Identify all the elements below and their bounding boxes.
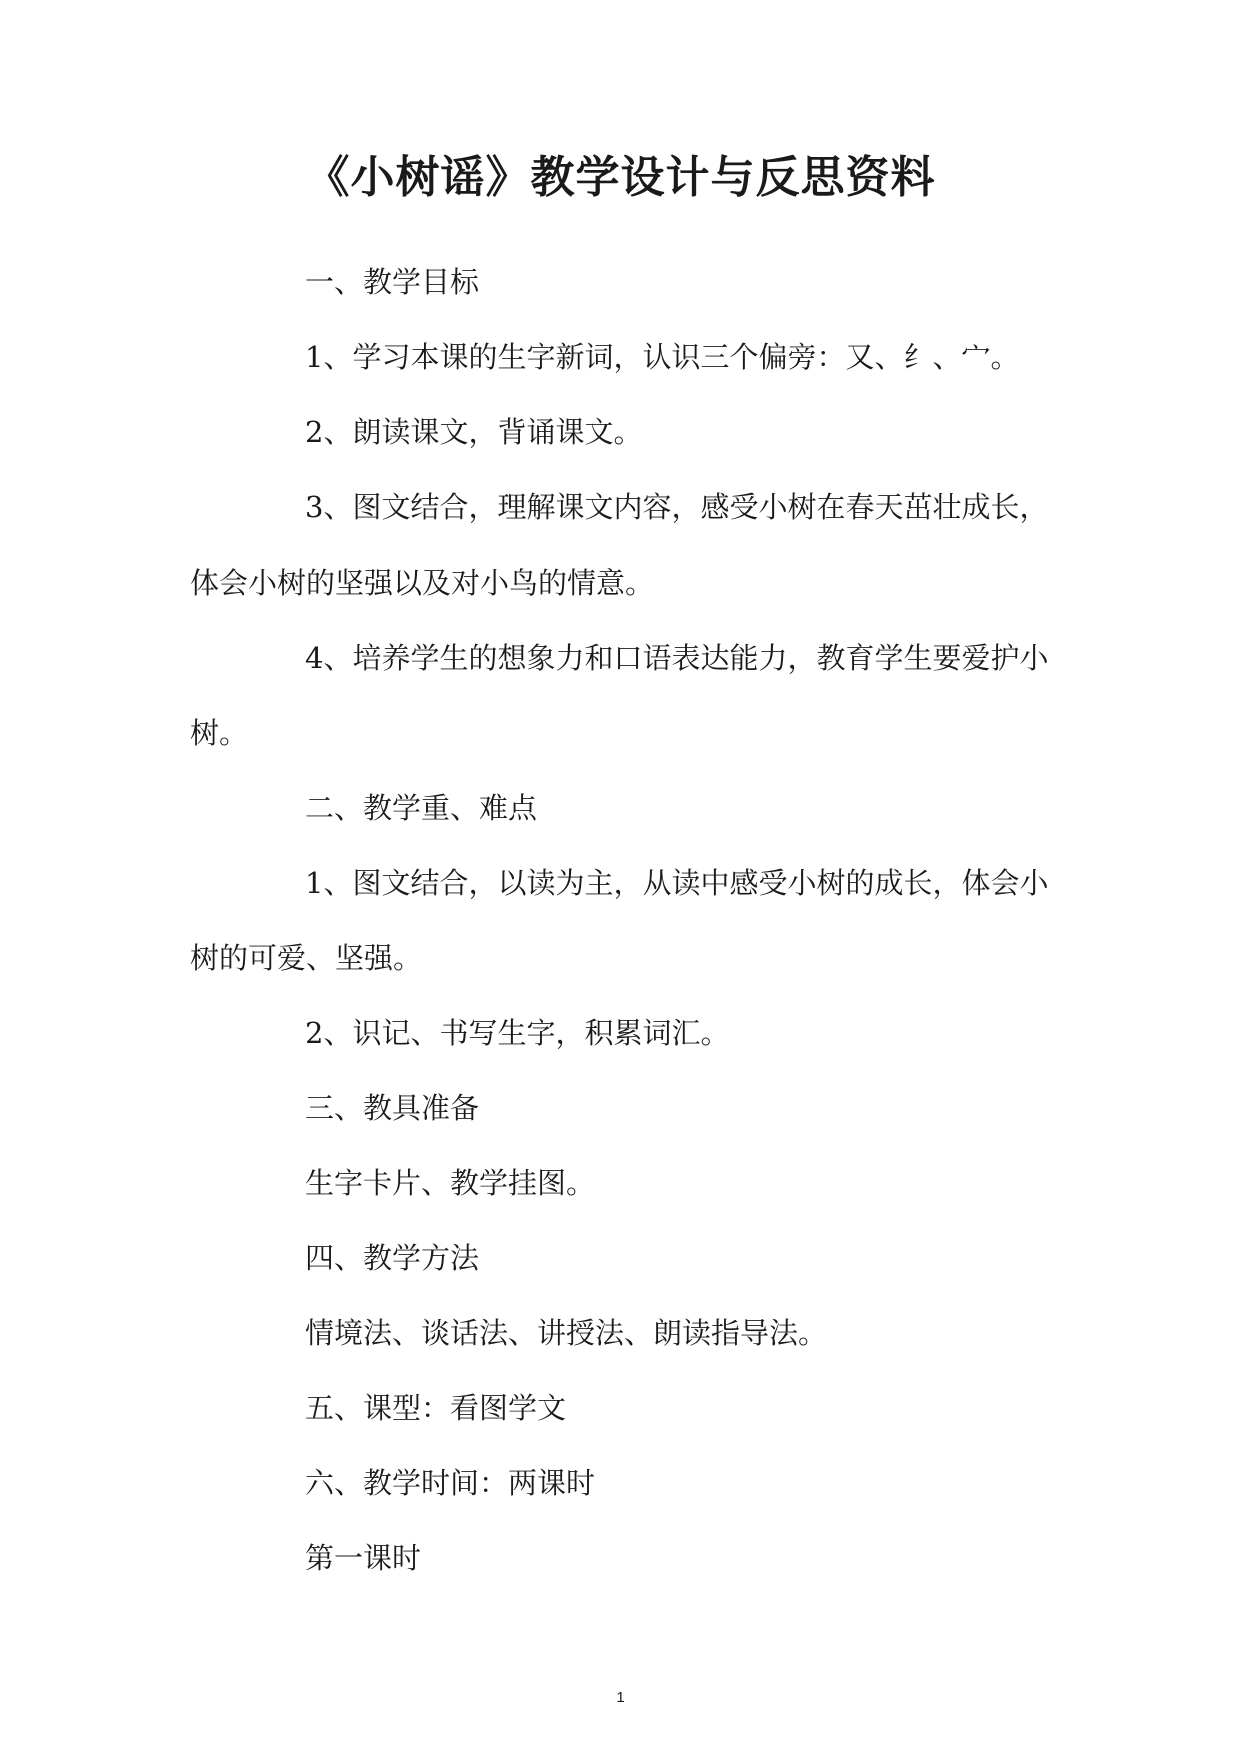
section-heading-lesson-type: 五、课型：看图学文 <box>305 1391 567 1425</box>
paragraph-line: 1、学习本课的生字新词，认识三个偏旁：又、纟、宀。 <box>305 340 1020 374</box>
document-title: 《小树谣》教学设计与反思资料 <box>305 152 936 203</box>
section-heading-key-points: 二、教学重、难点 <box>305 791 538 825</box>
lesson-heading: 第一课时 <box>305 1541 422 1575</box>
paragraph-line: 2、识记、书写生字，积累词汇。 <box>305 1016 730 1050</box>
page-number: 1 <box>616 1689 625 1706</box>
section-heading-objectives: 一、教学目标 <box>305 265 480 299</box>
section-heading-methods: 四、教学方法 <box>305 1241 480 1275</box>
section-heading-teaching-time: 六、教学时间：两课时 <box>305 1466 596 1500</box>
paragraph-line: 体会小树的坚强以及对小鸟的情意。 <box>190 566 655 600</box>
paragraph-line: 生字卡片、教学挂图。 <box>305 1166 596 1200</box>
paragraph-line: 情境法、谈话法、讲授法、朗读指导法。 <box>305 1316 828 1350</box>
paragraph-line: 树。 <box>190 716 249 750</box>
paragraph-line: 2、朗读课文，背诵课文。 <box>305 415 643 449</box>
paragraph-line: 1、图文结合，以读为主，从读中感受小树的成长，体会小 <box>305 866 1049 900</box>
paragraph-line: 3、图文结合，理解课文内容，感受小树在春天茁壮成长， <box>305 490 1049 524</box>
paragraph-line: 树的可爱、坚强。 <box>190 941 423 975</box>
paragraph-line: 4、培养学生的想象力和口语表达能力，教育学生要爱护小 <box>305 641 1049 675</box>
section-heading-materials: 三、教具准备 <box>305 1091 480 1125</box>
